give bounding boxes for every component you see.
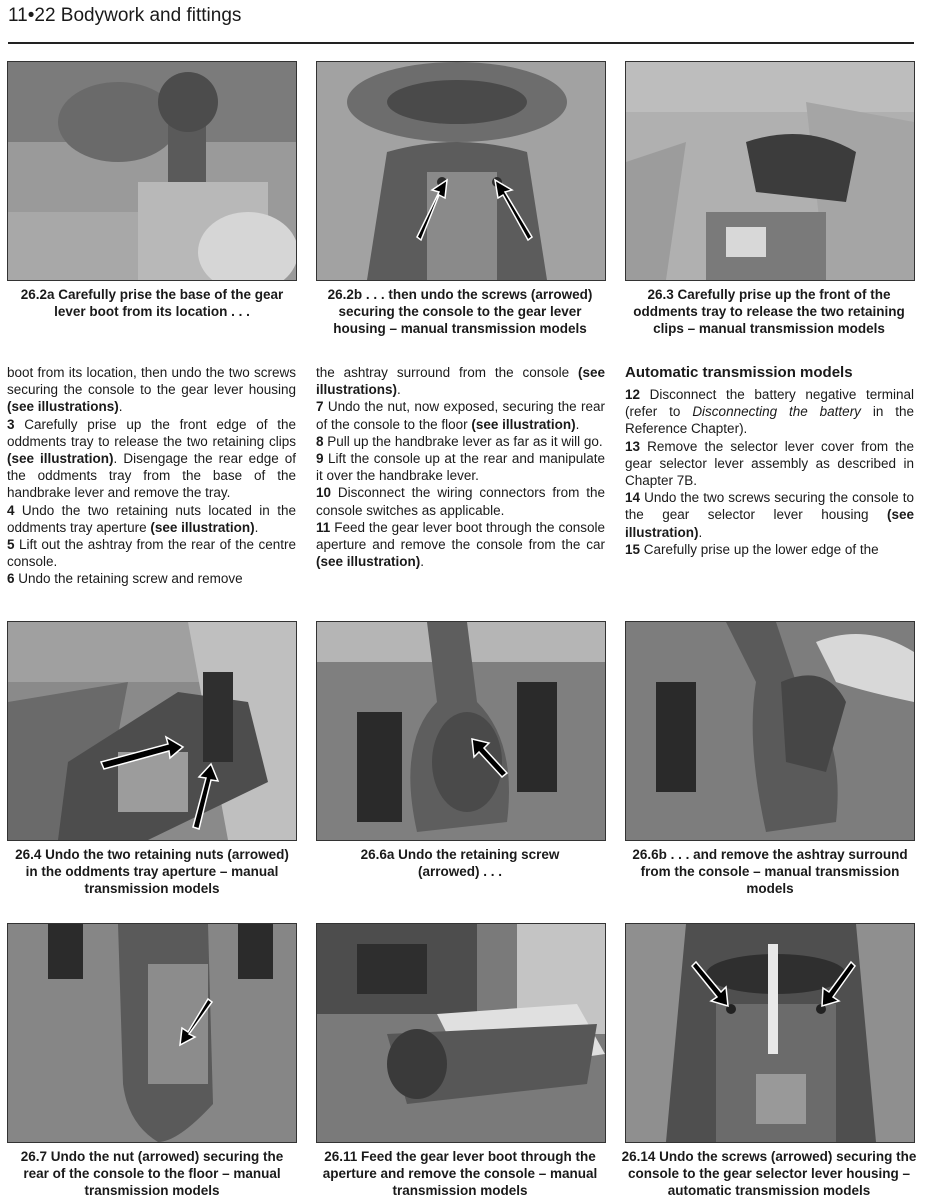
text-column-3: [625, 364, 914, 558]
photo-26-4: [7, 621, 297, 841]
photo-26-7: [7, 923, 297, 1143]
paragraph: 14 Undo the two screws securing the console to the gear selector lever housing (see illustration).: [625, 490, 914, 540]
paragraph: 6 Undo the retaining screw and remove: [7, 571, 243, 587]
paragraph: 3 Carefully prise up the front edge of the oddments tray to release the two retaining clips (see illustration). Disengage the rear edge of the oddments tray from the base of the handbrake lever and remove the tray.: [7, 416, 296, 501]
photo-26-14: [625, 923, 915, 1143]
photo-26-6b: [625, 621, 915, 841]
paragraph: 10 Disconnect the wiring connectors from the console switches as applicable.: [316, 485, 605, 518]
paragraph: 4 Undo the two retaining nuts located in the oddments tray aperture (see illustration).: [7, 502, 296, 535]
paragraph: 5 Lift out the ashtray from the rear of the centre console.: [7, 537, 296, 570]
text-column-1: [7, 364, 296, 588]
paragraph: the ashtray surround from the console (see illustrations).: [316, 365, 605, 398]
paragraph: 7 Undo the nut, now exposed, securing the rear of the console to the floor (see illustration).: [316, 399, 605, 432]
paragraph: 12 Disconnect the battery negative terminal (refer to Disconnecting the battery in the Reference Chapter).: [625, 387, 914, 437]
page-title: 11•22 Bodywork and fittings: [8, 5, 242, 26]
paragraph: boot from its location, then undo the two screws securing the console to the gear lever housing (see illustrations).: [7, 365, 296, 415]
photo-26-3: [625, 61, 915, 281]
page-header: [8, 2, 914, 44]
figure-caption-26-6b: 26.6b . . . and remove the ashtray surround from the console – manual transmission models: [632, 847, 908, 896]
paragraph: 9 Lift the console up at the rear and manipulate it over the handbrake lever.: [316, 451, 605, 484]
figure-caption-26-6a: 26.6a Undo the retaining screw (arrowed) . . .: [360, 847, 560, 879]
photo-26-2b: [316, 61, 606, 281]
figure-caption-26-7: 26.7 Undo the nut (arrowed) securing the rear of the console to the floor – manual transmission models: [20, 1149, 284, 1198]
figure-caption-26-3: 26.3 Carefully prise up the front of the oddments tray to release the two retaining clips – manual transmission models: [633, 287, 905, 336]
paragraph: 8 Pull up the handbrake lever as far as it will go.: [316, 433, 603, 449]
photo-26-2a: [7, 61, 297, 281]
text-column-2: [316, 364, 605, 570]
figure-caption-26-2b: 26.2b . . . then undo the screws (arrowed) securing the console to the gear lever housing – manual transmission models: [327, 287, 593, 336]
photo-26-11: [316, 923, 606, 1143]
figure-caption-26-11: 26.11 Feed the gear lever boot through the aperture and remove the console – manual transmission models: [322, 1149, 598, 1198]
photo-26-6a: [316, 621, 606, 841]
figure-caption-26-2a: 26.2a Carefully prise the base of the gear lever boot from its location . . .: [20, 287, 284, 319]
section-heading: Automatic transmission models: [625, 364, 853, 381]
figure-caption-26-14: 26.14 Undo the screws (arrowed) securing the console to the gear selector lever housing – automatic transmission models: [621, 1149, 917, 1198]
paragraph: 11 Feed the gear lever boot through the console aperture and remove the console from the car (see illustration).: [316, 519, 605, 570]
paragraph: 15 Carefully prise up the lower edge of the: [625, 541, 879, 557]
figure-caption-26-4: 26.4 Undo the two retaining nuts (arrowed) in the oddments tray aperture – manual transmission models: [15, 847, 289, 896]
paragraph: 13 Remove the selector lever cover from the gear selector lever assembly as described in Chapter 7B.: [625, 438, 914, 489]
